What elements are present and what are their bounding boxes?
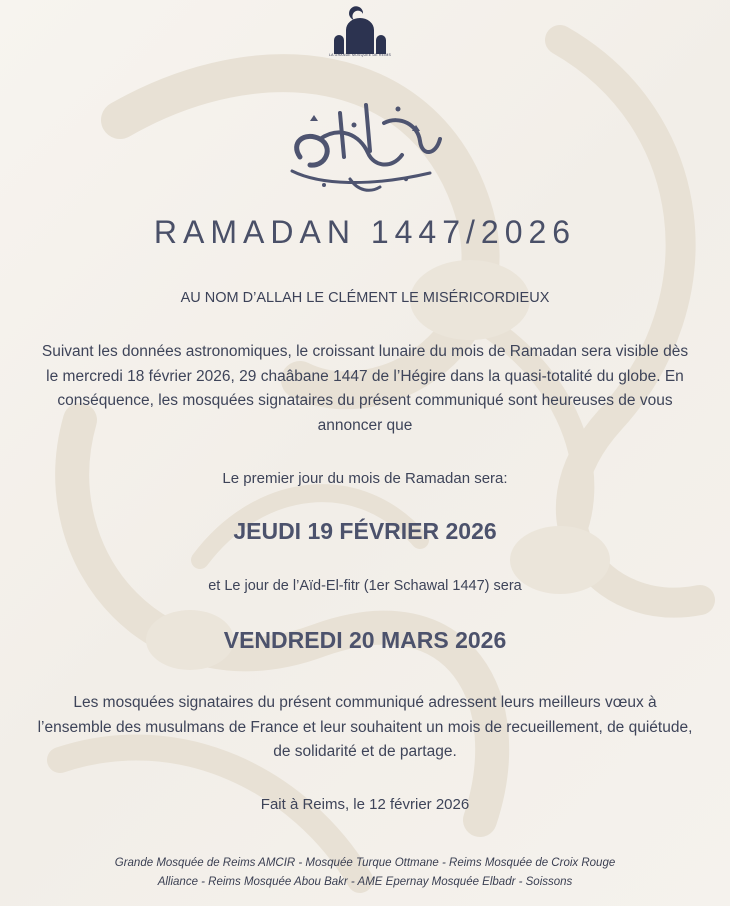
basmala-heading: AU NOM D’ALLAH LE CLÉMENT LE MISÉRICORDIEUX <box>180 290 550 306</box>
announcement-paragraph: Suivant les données astronomiques, le croissant lunaire du mois de Ramadan sera visible dès le mercredi 18 février 2026, 29 chaâbane 1447 de l’Hégire dans la quasi-totalité du globe. En conséquence, les mosquées signataires du présent communiqué sont heureuses de vous annoncer que <box>41 343 689 434</box>
page-title: RAMADAN 1447/2026 <box>153 214 577 250</box>
eid-lead: et Le jour de l’Aïd-El-fitr (1er Schawal 1447) sera <box>208 578 522 594</box>
signatories-line: Alliance - Reims Mosquée Abou Bakr - AME Epernay Mosquée Elbadr - Soissons <box>157 876 573 888</box>
ramadan-calligraphy-icon <box>280 95 450 205</box>
first-day-lead: Le premier jour du mois de Ramadan sera: <box>222 470 508 487</box>
signoff-place-date: Fait à Reims, le 12 février 2026 <box>260 796 470 813</box>
eid-date: VENDREDI 20 MARS 2026 <box>223 627 507 653</box>
first-day-date: JEUDI 19 FÉVRIER 2026 <box>233 518 497 544</box>
signatories-line: Grande Mosquée de Reims AMCIR - Mosquée Turque Ottmane - Reims Mosquée de Croix Rouge <box>114 857 616 869</box>
wishes-paragraph: Les mosquées signataires du présent communiqué adressent leurs meilleurs vœux à l’ensemble des musulmans de France et leur souhaitent un mois de recueillement, de quiétude, de solidarité et de partage. <box>37 694 693 760</box>
logo-caption: LA GRANDE MOSQUÉE DE REIMS <box>329 53 391 57</box>
